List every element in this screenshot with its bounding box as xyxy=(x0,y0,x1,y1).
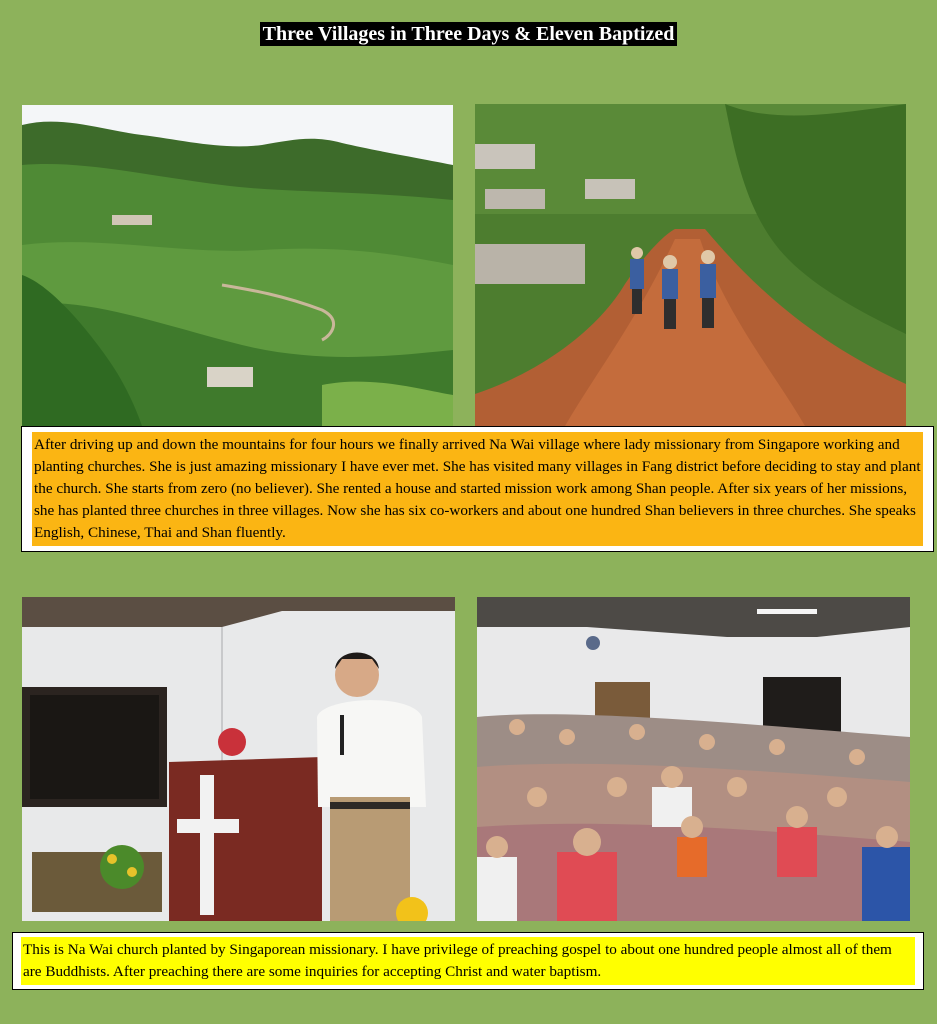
top-caption-text: After driving up and down the mountains for four hours we finally arrived Na Wai village where lady missionary from Singapore working and planting churches. She is just amazing missionary I have ever met. She has visited many villages in Fang district before deciding to stay and plant the church. She starts from zero (no believer). She rented a house and started mission work among Shan people. After six years of her missions, she has planted three churches in three villages. Now she has six co-workers and about one hundred Shan believers in three churches. She speaks English, Chinese, Thai and Shan fluently. xyxy=(32,432,923,546)
page-title-wrapper xyxy=(0,22,937,46)
seated-congregation-photo xyxy=(477,597,910,921)
top-caption-box xyxy=(21,426,934,552)
mountain-village-photo xyxy=(22,105,453,426)
page-title: Three Villages in Three Days & Eleven Baptized xyxy=(260,22,678,46)
village-path-walk-photo xyxy=(475,104,906,426)
bottom-caption-text: This is Na Wai church planted by Singaporean missionary. I have privilege of preaching gospel to about one hundred people almost all of them are Buddhists. After preaching there are some inquiries for accepting Christ and water baptism. xyxy=(21,937,915,985)
preacher-at-pulpit-photo xyxy=(22,597,455,921)
bottom-caption-box xyxy=(12,932,924,990)
